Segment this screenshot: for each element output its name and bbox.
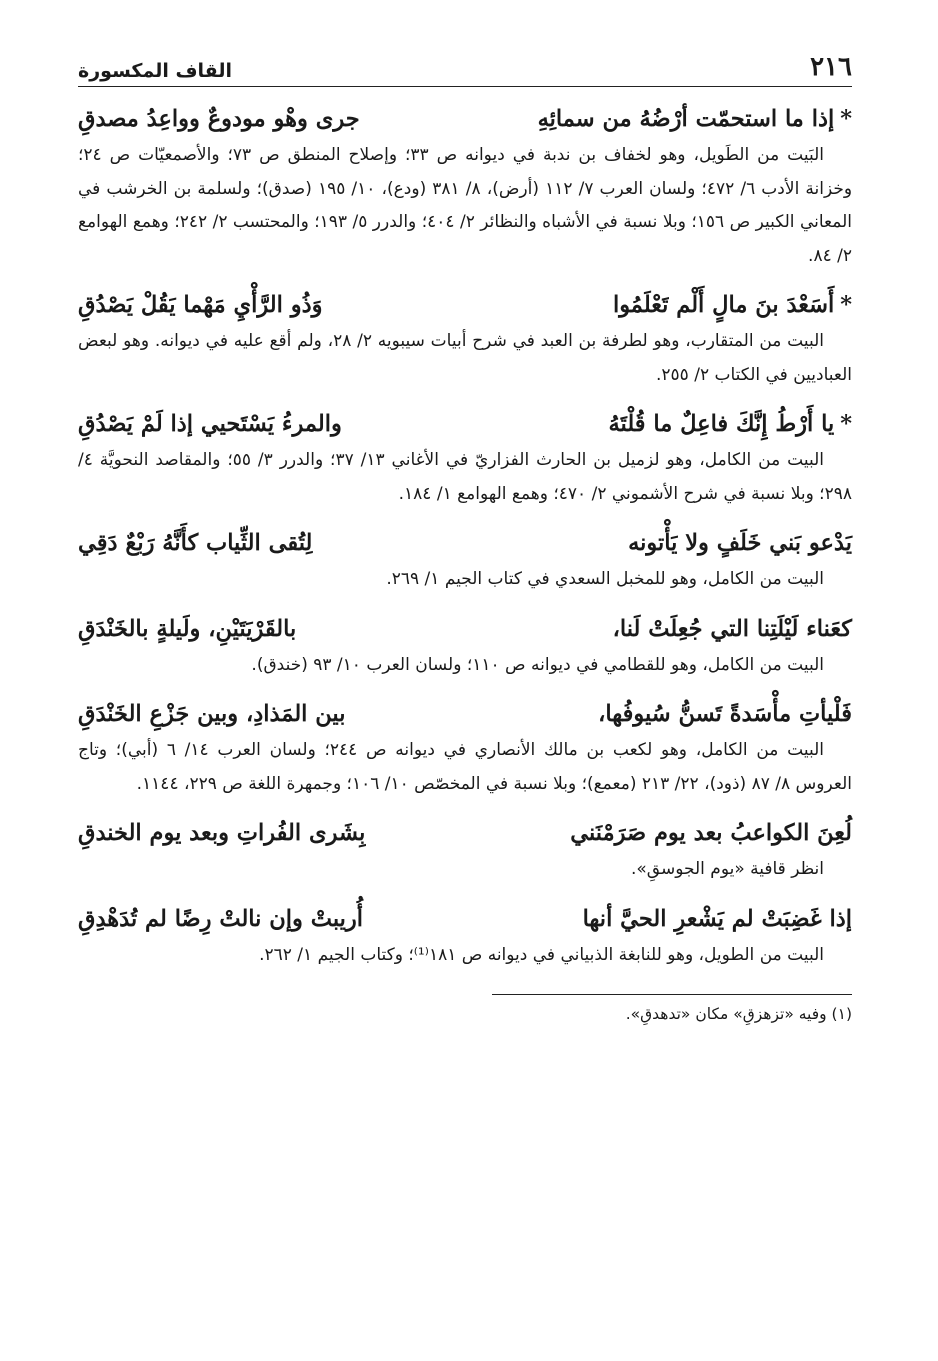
verse-entry (78, 99, 852, 273)
verse-entry (78, 694, 852, 801)
star-marker: * (840, 106, 852, 132)
first-hemistich: أَسَعْدَ بنَ مالٍ أَلْم تَعْلَمُوا (612, 292, 835, 318)
verse-note: البَيت من الطَويل، وهو لخفاف بن ندبة في ديوانه ص ٣٣؛ وإصلاح المنطق ص ٧٣؛ والأصمعيّات ص ٢٤؛ وخزانة الأدب ٦/ ٤٧٢؛ ولسان العرب ٧/ ١١٢ (أرض)، ٨/ ٣٨١ (ودع)، ١٠/ ١٩٥ (صدق)؛ ولسلمة بن الخرشب في المعاني الكبير ص ١٥٦؛ وبلا نسبة في الأشباه والنظائر ٢/ ٤٠٤؛ والدرر ٥/ ١٩٣؛ والمحتسب ٢/ ٢٤٢؛ وهمع الهوامع ٢/ ٨٤. (78, 145, 853, 266)
verse-entry (78, 404, 852, 511)
verse-line (78, 404, 852, 444)
first-hemistich: فَلْيأتِ مأْسَدةً تَسنُّ سُيوفُها، (598, 701, 852, 727)
verse-note: انظر قافية «يوم الجوسقِ». (631, 859, 824, 879)
verse-note: البيت من الكامل، وهو للمخبل السعدي في كتاب الجيم ١/ ٢٦٩. (386, 569, 824, 589)
first-hemistich: إذا غَضِبَتْ لم يَشْعرِ الحيَّ أنها (582, 905, 852, 932)
running-head (78, 52, 852, 87)
footnote: (١) وفيه «تزهزقِ» مكان «تدهدقِ». (625, 1005, 852, 1023)
first-hemistich: إذا ما استحمّت أرْضُهُ من سمائِهِ (537, 106, 835, 132)
running-title: القاف المكسورة (78, 60, 232, 82)
verse-note: البيت من الكامل، وهو للقطامي في ديوانه ص ١١٠؛ ولسان العرب ١٠/ ٩٣ (خندق). (251, 654, 824, 675)
second-hemistich: بالقَرْيَتَيْنِ، ولَيلةٍ بالخَنْدَقِ (78, 615, 297, 642)
verse-entry (78, 523, 852, 597)
verse-note: البيت من الكامل، وهو لكعب بن مالك الأنصاري في ديوانه ص ٢٤٤؛ ولسان العرب ١٤/ ٦ (أبي)؛ وتاج العروس ٨/ ٨٧ (ذود)، ٢٢/ ٢١٣ (معمع)؛ وبلا نسبة في المخصّص ١٠/ ١٠٦؛ وجمهرة اللغة ص ٢٢٩، ١١٤٤. (78, 740, 852, 794)
second-hemistich: لِتُقى الثِّياب كأَنَّهُ رَبْعٌ دَقِي (78, 530, 313, 556)
first-hemistich: يا أَرْطُ إِنَّكَ فاعِلٌ ما قُلْتَهُ (608, 411, 835, 437)
second-hemistich: وَذُو الرَّأْيِ مَهْما يَقُلْ يَصْدُقِ (78, 292, 323, 318)
first-hemistich: لُعِنَ الكواعبُ بعد يوم صَرَمْنَني (570, 820, 852, 846)
second-hemistich: بِشَرى الفُراتِ وبعد يوم الخندقِ (78, 820, 366, 846)
verse-entry (78, 899, 852, 973)
verse-entry (78, 609, 852, 683)
second-hemistich: أُريبتْ وإن نالتْ رِضًا لم تُدَهْدِقِ (78, 905, 363, 932)
verse-line (78, 813, 852, 853)
book-page (78, 52, 852, 1029)
verse-note: البيت من الطويل، وهو للنابغة الذبياني في ديوانه ص ١٨١⁽¹⁾؛ وكتاب الجيم ١/ ٢٦٢. (259, 944, 824, 965)
second-hemistich: جرى وهْو مودوعٌ وواعِدُ مصدقِ (78, 106, 360, 132)
verse-line (78, 99, 852, 139)
verse-line (78, 899, 852, 939)
verse-line (78, 285, 852, 325)
star-marker: * (840, 411, 852, 437)
page-number: ٢١٦ (810, 52, 852, 82)
verse-entry (78, 285, 852, 392)
verse-line (78, 523, 852, 563)
second-hemistich: بين المَذادِ، وبين جَزْعِ الخَنْدَقِ (78, 701, 346, 727)
first-hemistich: يَدْعو بَني خَلَفٍ ولا يَأْتونه (628, 530, 852, 556)
second-hemistich: والمرءُ يَسْتَحيي إذا لَمْ يَصْدُقِ (78, 411, 342, 437)
verse-note: البيت من الكامل، وهو لزميل بن الحارث الفزاريّ في الأغاني ١٣/ ٣٧؛ والدرر ٣/ ٥٥؛ والمقاصد النحويَّة ٤/ ٢٩٨؛ وبلا نسبة في شرح الأشموني ٢/ ٤٧٠؛ وهمع الهوامع ١/ ١٨٤. (78, 450, 852, 504)
first-hemistich: كعَناء لَيْلَتِنا التي جُعِلَتْ لَنا، (612, 615, 852, 642)
verse-line (78, 609, 852, 649)
verse-line (78, 694, 852, 734)
verse-entry (78, 813, 852, 887)
verse-note: البيت من المتقارب، وهو لطرفة بن العبد في شرح أبيات سيبويه ٢/ ٢٨، ولم أقع عليه في ديوانه. وهو لبعض العباديين في الكتاب ٢/ ٢٥٥. (78, 331, 852, 385)
footnote-rule (492, 994, 852, 995)
star-marker: * (840, 292, 852, 318)
